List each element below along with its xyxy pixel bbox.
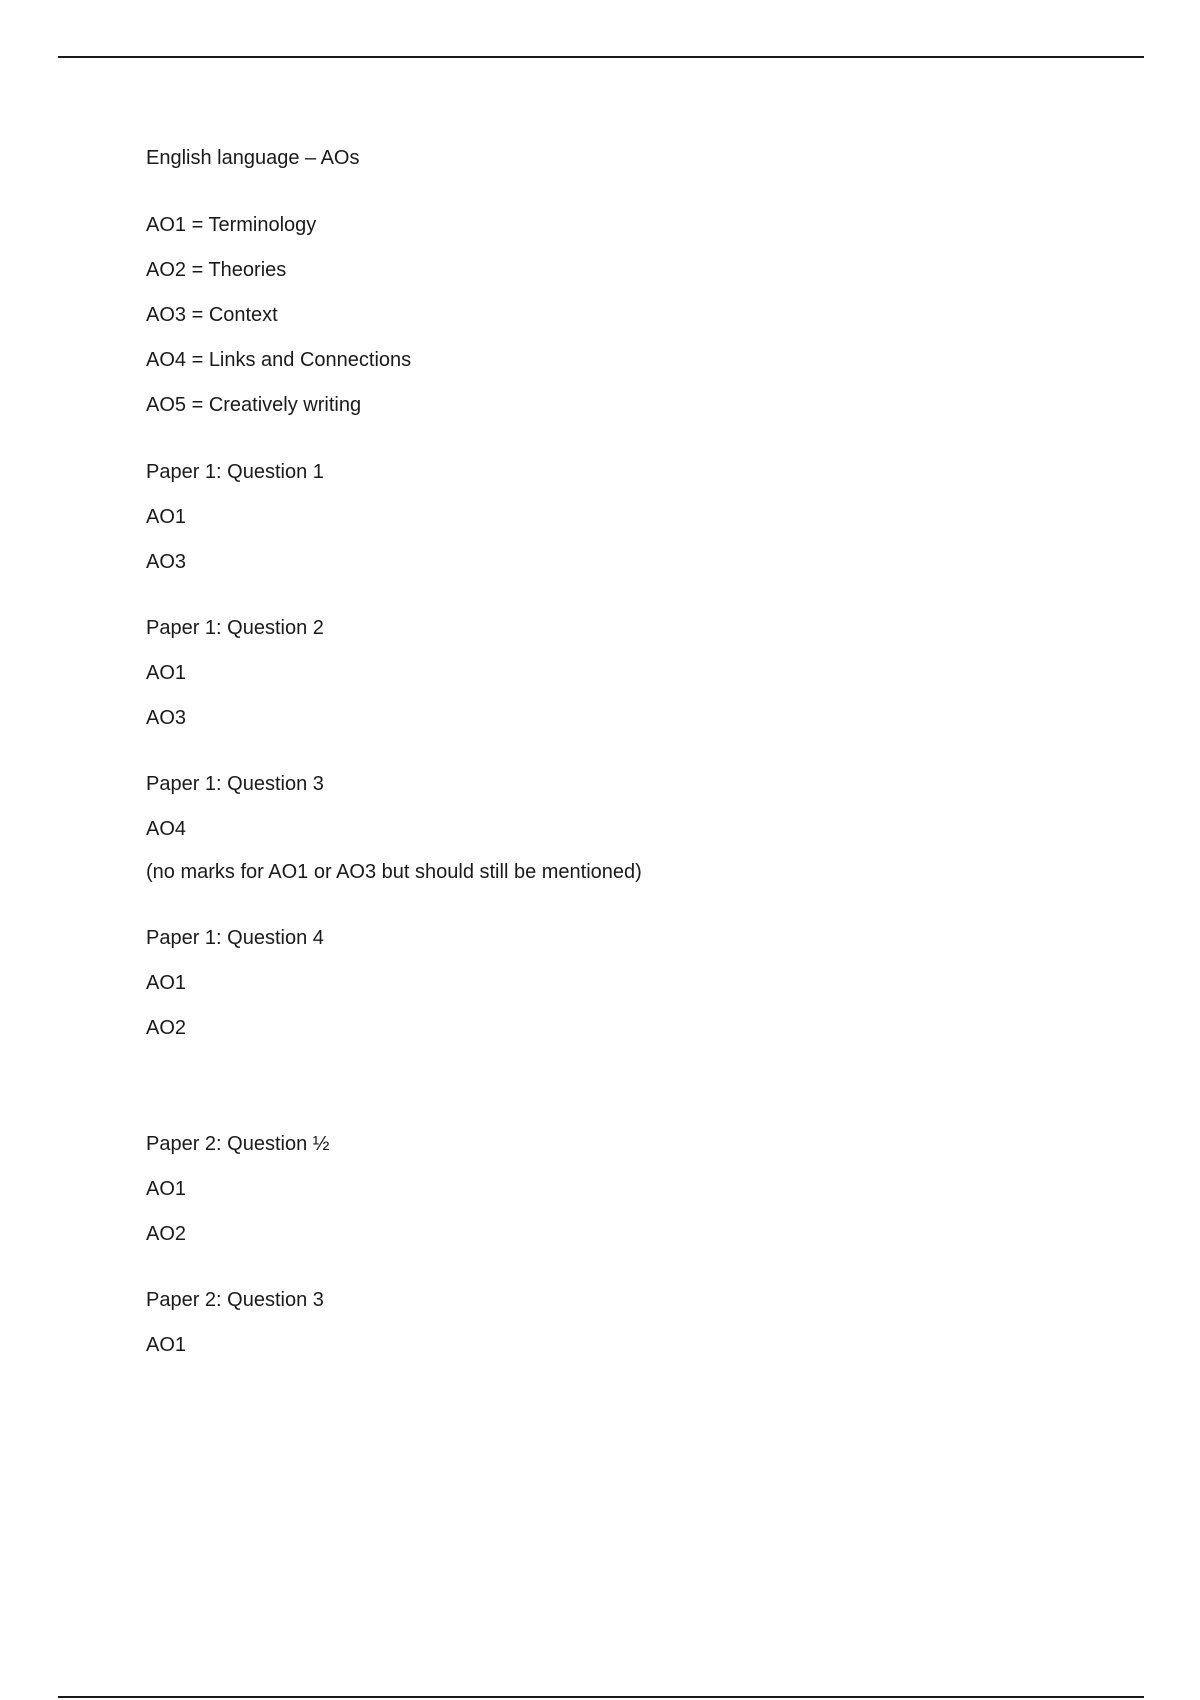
section-item: AO3 [146, 707, 187, 729]
section-heading: Paper 1: Question 2 [146, 617, 324, 639]
ao-definition: AO2 = Theories [146, 259, 287, 281]
section-heading: Paper 2: Question ½ [146, 1133, 330, 1155]
ao-definition: AO5 = Creatively writing [146, 394, 362, 416]
section-item: AO1 [146, 506, 187, 528]
ao-definition: AO3 = Context [146, 304, 278, 326]
section-heading: Paper 1: Question 3 [146, 773, 324, 795]
document-title: English language – AOs [146, 147, 360, 169]
section-heading: Paper 1: Question 1 [146, 461, 324, 483]
footer-rule [58, 1696, 1144, 1698]
section-item: AO3 [146, 551, 187, 573]
section-item: AO1 [146, 1178, 187, 1200]
section-paper2-q1-2 [146, 1132, 1106, 1246]
section-paper1-q4 [146, 926, 1106, 1040]
section-paper1-q2 [146, 616, 1106, 730]
section-paper2-q3 [146, 1288, 1106, 1357]
section-item: AO1 [146, 662, 187, 684]
section-item: AO2 [146, 1017, 187, 1039]
ao-definition: AO1 = Terminology [146, 214, 317, 236]
section-paper1-q3 [146, 772, 1106, 884]
section-note: (no marks for AO1 or AO3 but should still be mentioned) [146, 861, 642, 883]
header-rule [58, 56, 1144, 58]
section-heading: Paper 1: Question 4 [146, 927, 324, 949]
section-heading: Paper 2: Question 3 [146, 1289, 324, 1311]
ao-definitions-list [146, 213, 1106, 417]
section-item: AO4 [146, 818, 187, 840]
document-body [146, 146, 1106, 1399]
section-paper1-q1 [146, 460, 1106, 574]
ao-definition: AO4 = Links and Connections [146, 349, 412, 371]
section-item: AO2 [146, 1223, 187, 1245]
section-item: AO1 [146, 1334, 187, 1356]
section-item: AO1 [146, 972, 187, 994]
